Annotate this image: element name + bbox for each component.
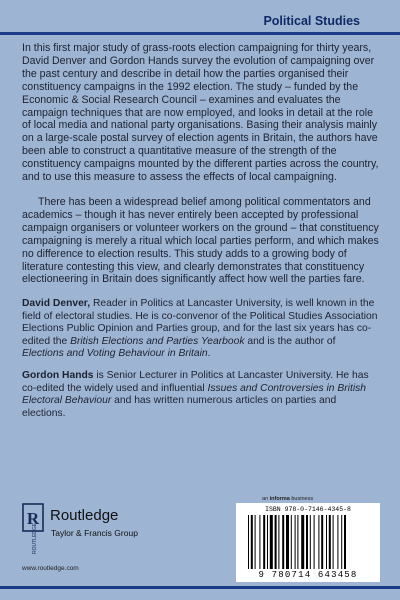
barcode-bar xyxy=(310,515,311,569)
book-title: British Elections and Parties Yearbook xyxy=(70,335,245,347)
isbn-label: ISBN 978-0-7146-4345-8 xyxy=(265,506,351,513)
top-rule xyxy=(0,32,400,35)
publisher-group: Taylor & Francis Group xyxy=(51,528,138,538)
author-name-denver: David Denver, xyxy=(22,298,91,310)
barcode-bar xyxy=(275,515,277,569)
barcode-bar xyxy=(318,515,319,569)
author-name-hands: Gordon Hands xyxy=(22,370,94,382)
barcode-bar xyxy=(306,515,308,569)
barcode-bar xyxy=(291,515,292,569)
informa-prefix: an xyxy=(262,496,270,502)
barcode-bar xyxy=(295,515,296,569)
barcode-bar xyxy=(286,515,289,569)
informa-suffix: business xyxy=(289,496,314,502)
barcode-panel xyxy=(236,503,380,582)
author-bio-hands xyxy=(22,370,380,420)
barcode-bar xyxy=(333,515,334,569)
informa-business-label xyxy=(262,496,313,502)
barcode-bar xyxy=(282,515,284,569)
barcode-bar xyxy=(341,515,342,569)
back-cover-text xyxy=(22,42,380,430)
barcode-bar xyxy=(270,515,273,569)
barcode-bar xyxy=(267,515,268,569)
blurb-paragraph-1: In this first major study of grass-roots election campaigning for thirty years, David Denver and Gordon Hands survey the evolution of campaigning over the past century and describe in detail how the parties organised their constituency campaigns in the 1992 election. The study – funded by the Economic & Social Research Council – examines and evaluates the campaign techniques that are now employed, and looks in detail at the role of local media and national party organisations. Basing their analysis mainly on a large-scale postal survey of election agents in Britain, the authors have been able to construct a quantitative measure of the strength of the constituency campaigns mounted by the different parties across the country, and to use this measure to assess the effects of local campaigning. xyxy=(22,42,379,184)
bio-text: is Senior Lecturer in Politics at Lancaster University. He has co-edited the widely used and influential xyxy=(22,370,369,394)
logo-vertical-text: ROUTLEDGE xyxy=(32,522,38,554)
barcode-bar xyxy=(329,515,331,569)
barcode-bar xyxy=(263,515,265,569)
barcode-bar xyxy=(344,515,346,569)
publisher-url[interactable]: www.routledge.com xyxy=(22,565,79,572)
barcode-bar xyxy=(251,515,253,569)
bio-text: and is the author of xyxy=(244,335,336,347)
series-label: Political Studies xyxy=(263,14,360,28)
bio-text: Reader in Politics at Lancaster University, is well known in the field of electoral studies. He is co-convenor of the Political Studies Association Elections Public Opinion and Parties group, and for the last six years has co-edited the xyxy=(22,298,378,347)
barcode-bar xyxy=(255,515,256,569)
barcode-bar xyxy=(259,515,260,569)
barcode-icon xyxy=(246,515,370,569)
barcode-bar xyxy=(248,515,249,569)
barcode-bar xyxy=(297,515,298,569)
barcode-bar xyxy=(321,515,323,569)
routledge-logo-icon xyxy=(22,503,44,555)
author-bio-denver xyxy=(22,298,380,360)
barcode-bar xyxy=(314,515,315,569)
informa-brand: informa xyxy=(269,496,290,502)
barcode-bar xyxy=(278,515,279,569)
barcode-bar xyxy=(301,515,304,569)
barcode-bar xyxy=(337,515,338,569)
book-title: Issues and Controversies in British Electoral Behaviour xyxy=(22,382,366,407)
publisher-name: Routledge xyxy=(50,507,119,524)
blurb-paragraph-2: There has been a widespread belief among political commentators and academics – though it has never entirely been accepted by professional campaign organisers or volunteer workers on the ground – that constituency campaigning is merely a ritual which local parties perform, and which makes no difference to election results. This study adds to a growing body of literature contesting this view, and clearly demonstrates that constituency electioneering in Britain does significantly affect how well the parties fare. xyxy=(22,195,379,286)
barcode-bar xyxy=(326,515,327,569)
bottom-rule xyxy=(0,586,400,589)
logo-letter: R xyxy=(26,509,40,528)
bio-text: . xyxy=(207,347,211,359)
barcode-number: 9 780714 643458 xyxy=(258,570,358,580)
book-title: Elections and Voting Behaviour in Britain xyxy=(22,347,208,359)
bio-text: and has written numerous articles on parties and elections. xyxy=(22,395,337,419)
